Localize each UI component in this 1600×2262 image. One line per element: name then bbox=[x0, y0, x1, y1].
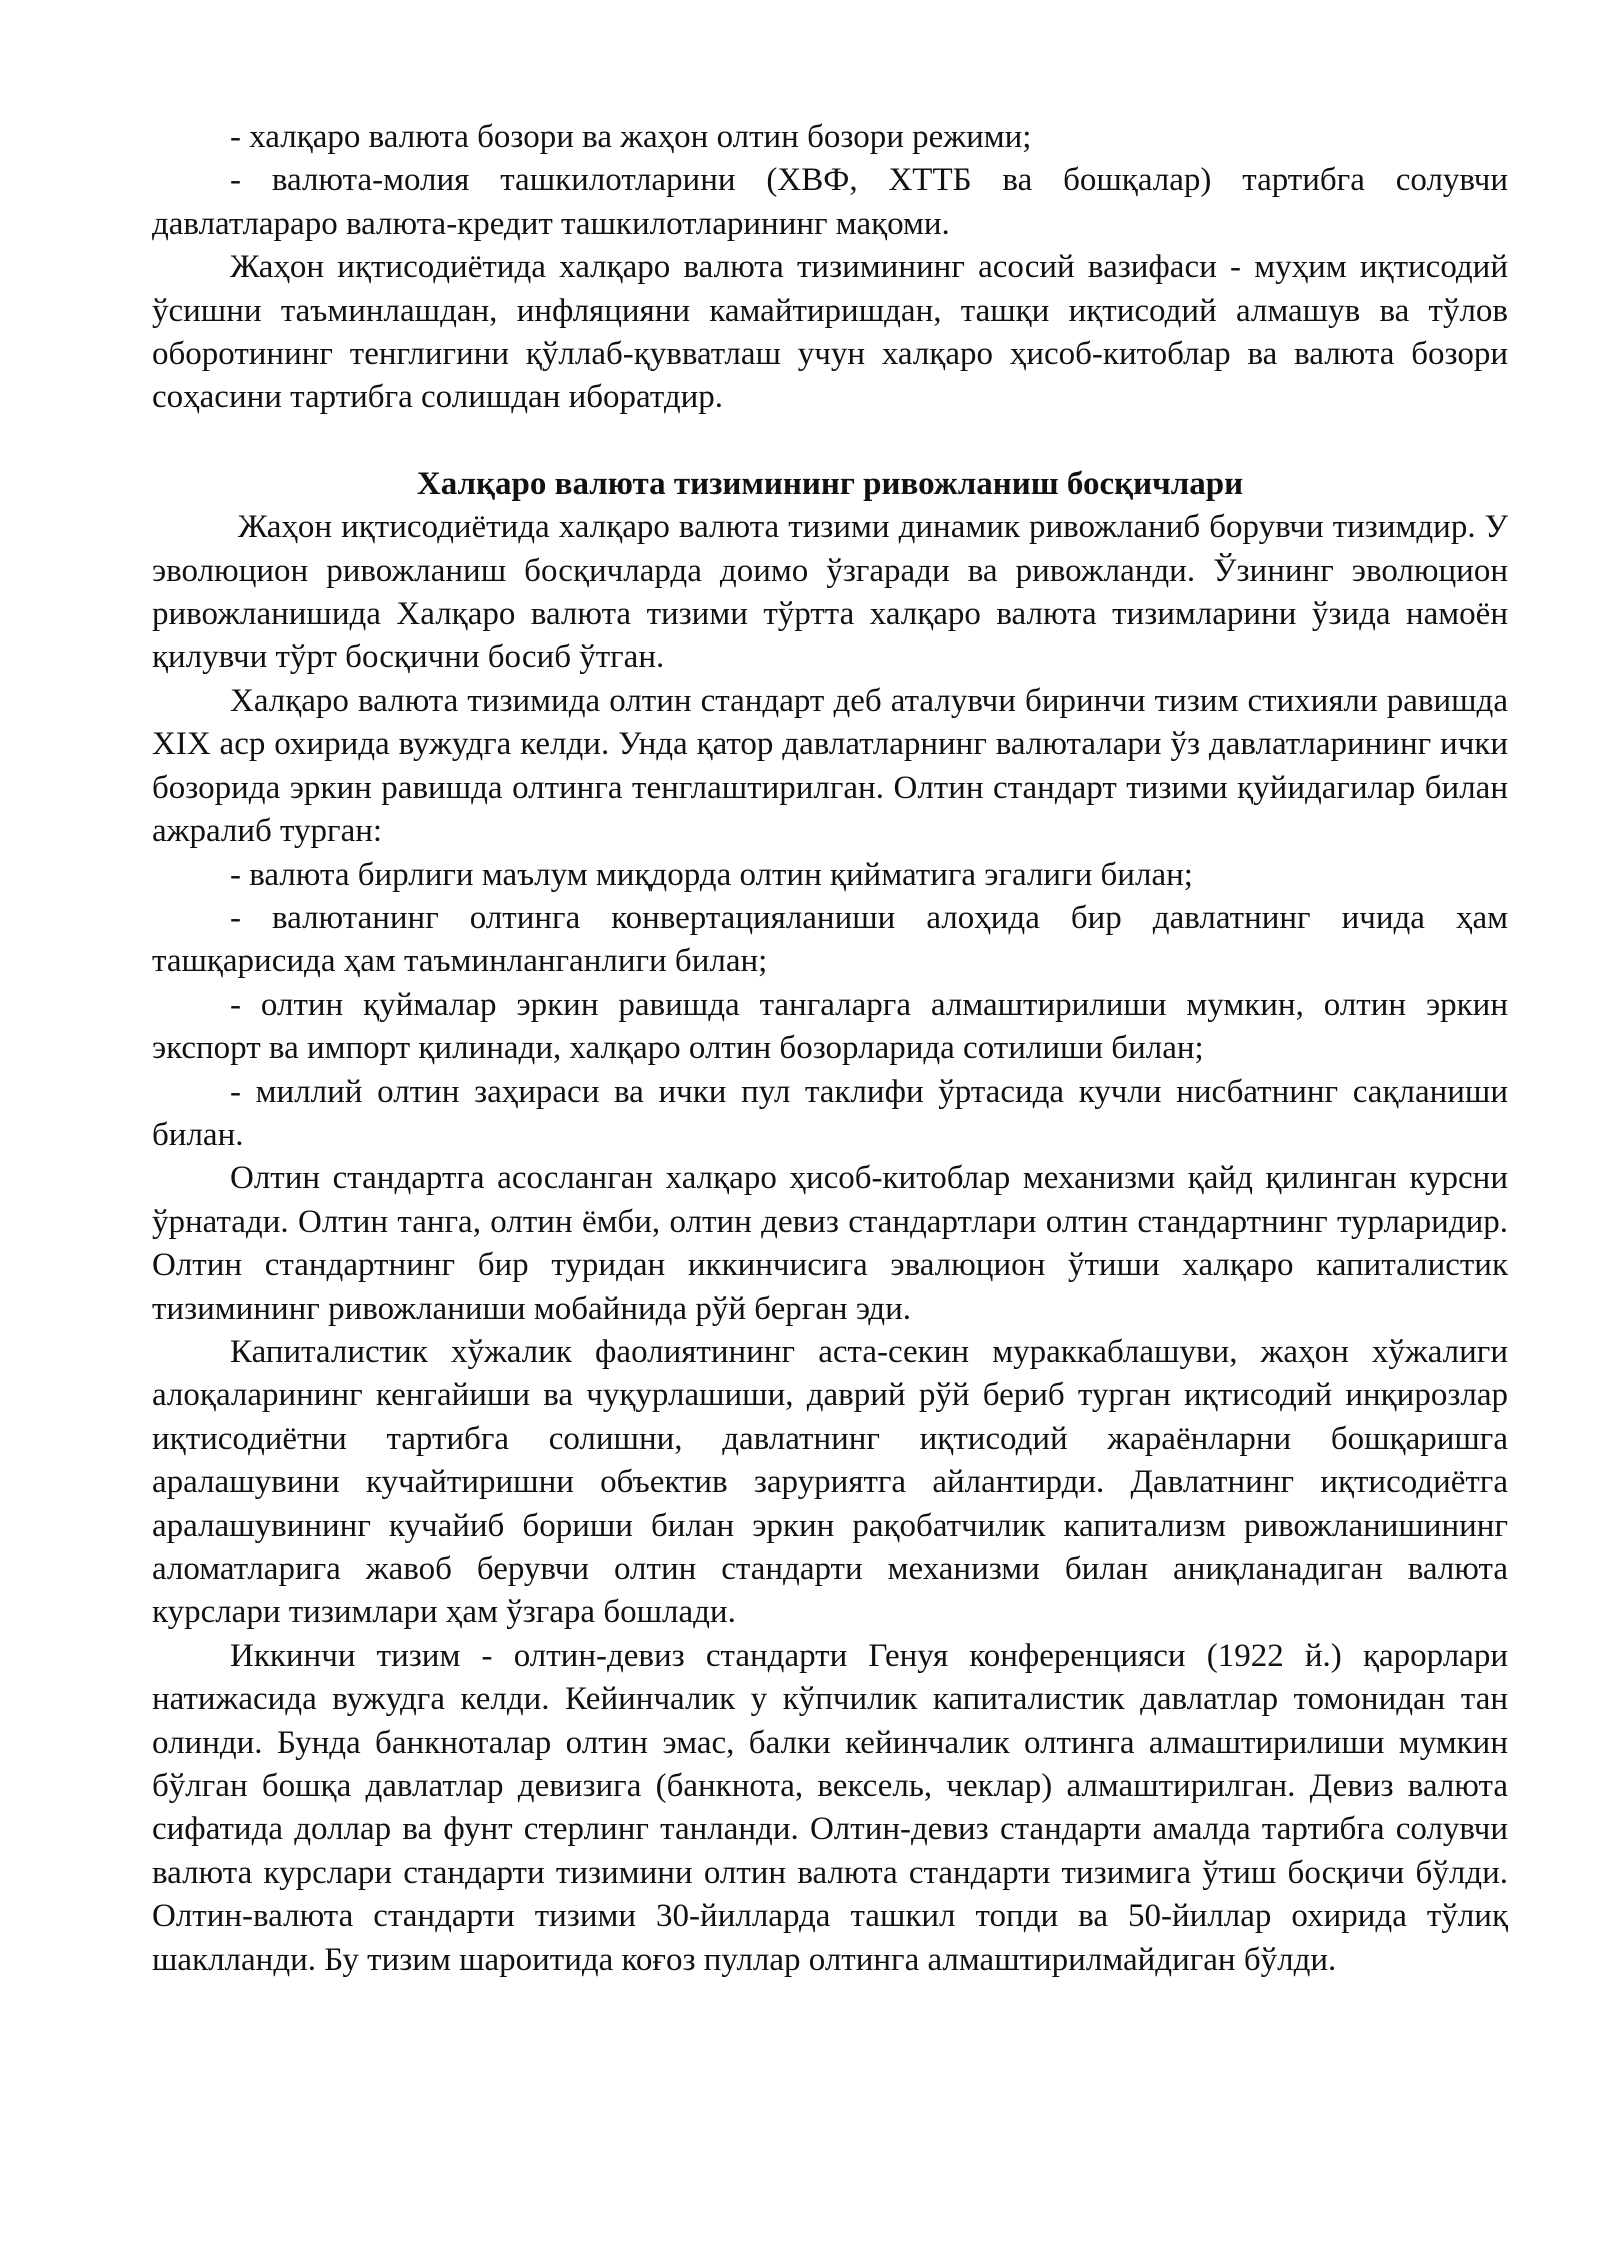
paragraph-bullet-currency-unit: - валюта бирлиги маълум миқдорда олтин қийматига эгалиги билан; bbox=[230, 856, 1193, 893]
paragraph-bullet-convertibility: - валютанинг олтинга конвертацияланиши алоҳида бир давлатнинг ичида ҳам ташқарисида ҳам таъминланганлиги билан; bbox=[152, 899, 1508, 980]
document-page bbox=[152, 116, 1508, 1982]
paragraph-bullet-gold-bars: - олтин қуймалар эркин равишда тангаларга алмаштирилиши мумкин, олтин эркин экспорт ва импорт қилинади, халқаро олтин бозорларида сотилиши билан; bbox=[152, 986, 1508, 1067]
paragraph-capitalist-economy: Капиталистик хўжалик фаолиятининг аста-секин мураккаблашуви, жаҳон хўжалиги алоқаларининг кенгайиши ва чуқурлашиши, даврий рўй бериб турган иқтисодий инқирозлар иқтисодиётни тартибга солишни, давлатнинг иқтисодий жараёнларни бошқаришга аралашувини кучайтиришни объектив заруриятга айлантирди. Давлатнинг иқтисодиётга аралашувининг кучайиб бориши билан эркин рақобатчилик капитализм ривожланишининг аломатларига жавоб берувчи олтин стандарти механизми билан аниқланадиган валюта курслари тизимлари ҳам ўзгара бошлади. bbox=[152, 1333, 1508, 1631]
paragraph-settlement-mechanism: Олтин стандартга асосланган халқаро ҳисоб-китоблар механизми қайд қилинган курсни ўрнатади. Олтин танга, олтин ёмби, олтин девиз стандартлари олтин стандартнинг турларидир. Олтин стандартнинг бир туридан иккинчисига эвалюцион ўтиши халқаро капиталистик тизимининг ривожланиши мобайнида рўй берган эди. bbox=[152, 1160, 1508, 1327]
paragraph-bullet-organizations: - валюта-молия ташкилотларини (ХВФ, ХТТБ ва бошқалар) тартибга солувчи давлатлараро валюта-кредит ташкилотларининг мақоми. bbox=[152, 162, 1508, 242]
paragraph-main-function: Жаҳон иқтисодиётида халқаро валюта тизимининг асосий вазифаси - муҳим иқтисодий ўсишни таъминлашдан, инфляцияни камайтиришдан, ташқи иқтисодий алмашув ва тўлов оборотининг тенглигини қўллаб-қувватлаш учун халқаро ҳисоб-китоблар ва валюта бозори соҳасини тартибга солишдан иборатдир. bbox=[152, 249, 1508, 416]
paragraph-bullet-gold-market: - халқаро валюта бозори ва жаҳон олтин бозори режими; bbox=[230, 119, 1032, 155]
paragraph-bullet-reserves: - миллий олтин заҳираси ва ички пул таклифи ўртасида кучли нисбатнинг сақланиши билан. bbox=[152, 1073, 1508, 1153]
paragraph-gold-standard: Халқаро валюта тизимида олтин стандарт деб аталувчи биринчи тизим стихияли равишда XIX аср охирида вужудга келди. Унда қатор давлатларнинг валюталари ўз давлатларининг ички бозорида эркин равишда олтинга тенглаштирилган. Олтин стандарт тизими қуйидагилар билан ажралиб турган: bbox=[152, 682, 1508, 850]
paragraph-gold-exchange-standard: Иккинчи тизим - олтин-девиз стандарти Генуя конференцияси (1922 й.) қарорлари натижасида вужудга келди. Кейинчалик у кўпчилик капиталистик давлатлар томонидан тан олинди. Бунда банкноталар олтин эмас, балки кейинчалик олтинга алмаштирилиши мумкин бўлган бошқа давлатлар девизига (банкнота, вексель, чеклар) алмаштирилган. Девиз валюта сифатида доллар ва фунт стерлинг танланди. Олтин-девиз стандарти амалда тартибга солувчи валюта курслари стандарти тизимини олтин валюта стандарти тизимига ўтиш босқичи бўлди. Олтин-валюта стандарти тизими 30-йилларда ташкил топди ва 50-йиллар охирида тўлиқ шаклланди. Бу тизим шароитида коғоз пуллар олтинга алмаштирилмайдиган бўлди. bbox=[152, 1637, 1508, 1978]
paragraph-intro: Жаҳон иқтисодиётида халқаро валюта тизими динамик ривожланиб борувчи тизимдир. У эволюцион ривожланиш босқичларда доимо ўзгаради ва ривожланди. Ўзининг эволюцион ривожланишида Халқаро валюта тизими тўртта халқаро валюта тизимларини ўзида намоён қилувчи тўрт босқични босиб ўтган. bbox=[152, 509, 1508, 676]
section-heading: Халқаро валюта тизимининг ривожланиш босқичлари bbox=[416, 465, 1244, 502]
